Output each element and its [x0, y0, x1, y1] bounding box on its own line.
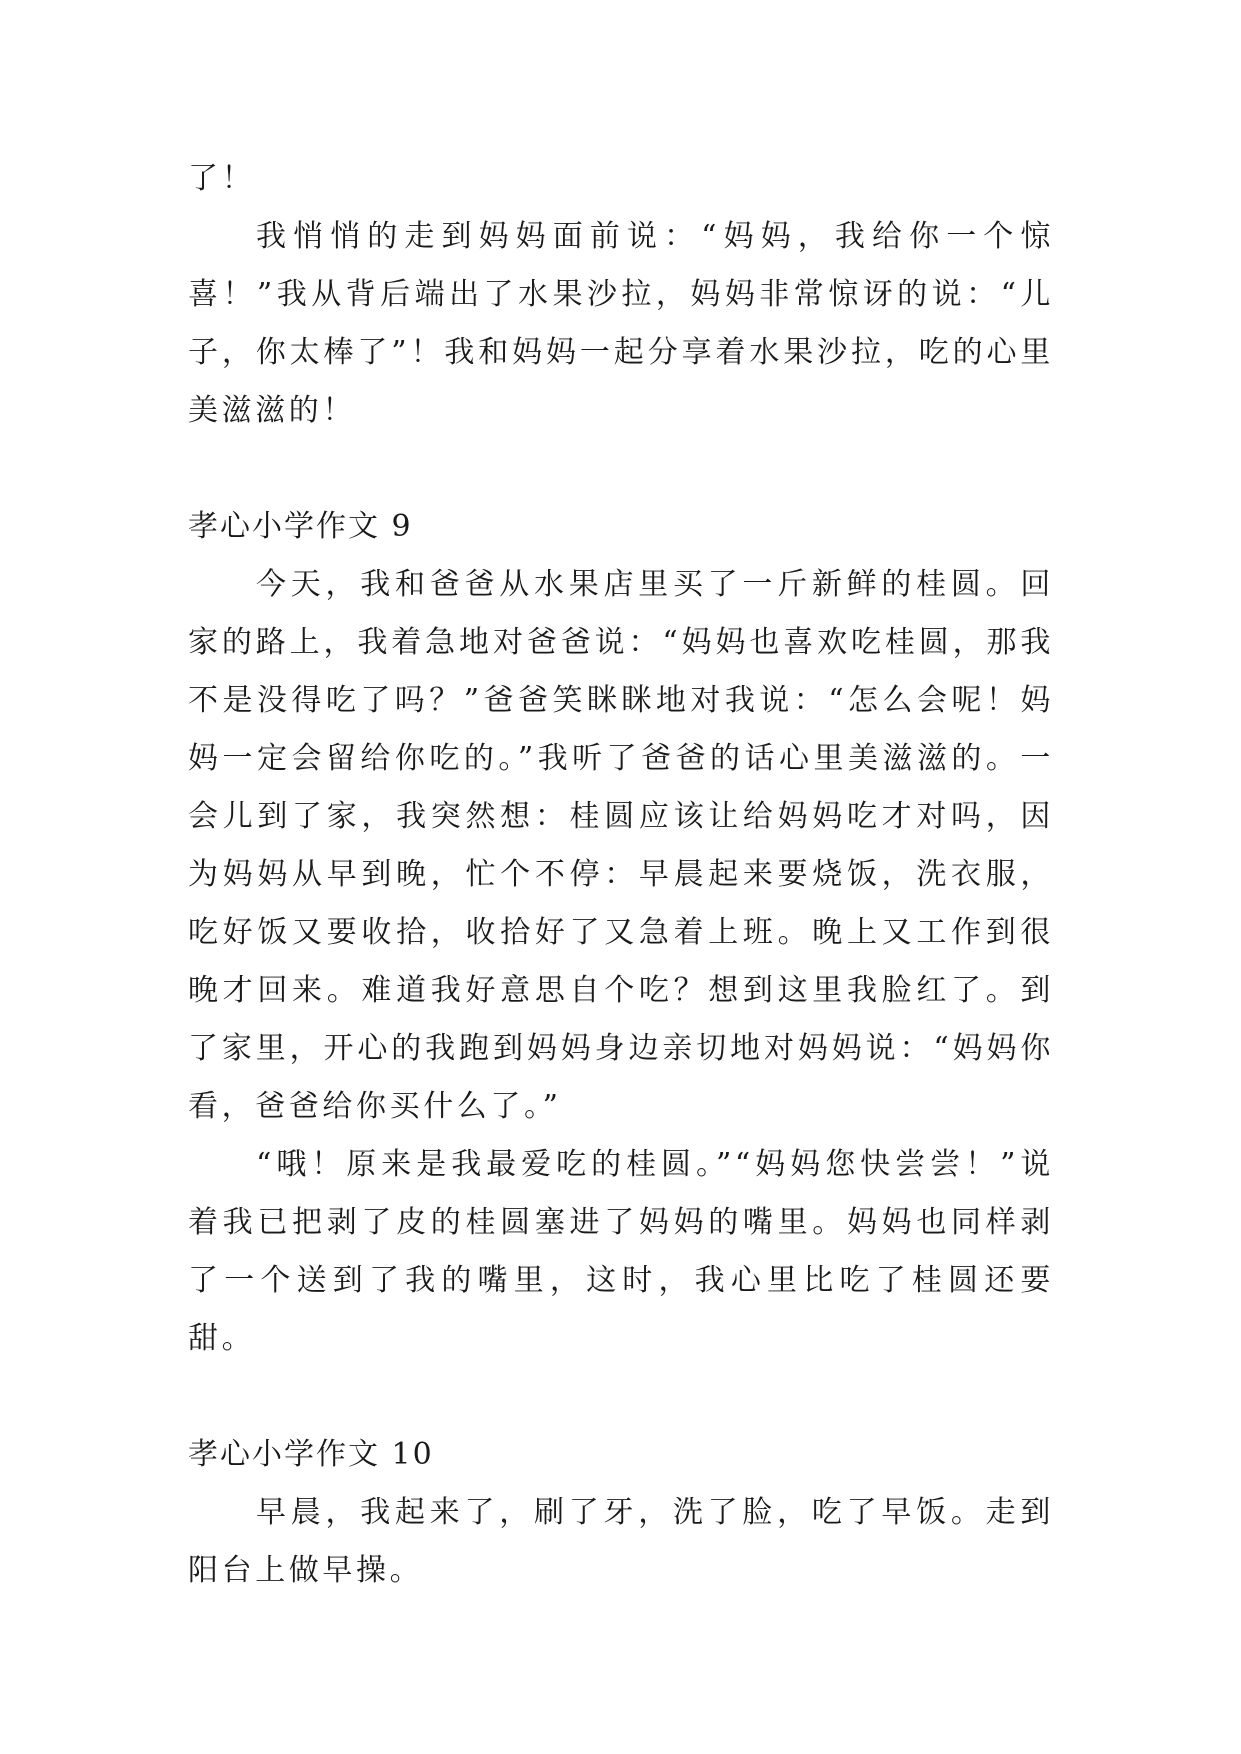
- section-spacer: [188, 440, 1054, 498]
- paragraph-longan-ending: “哦！原来是我最爱吃的桂圆。”“妈妈您快尝尝！”说着我已把剥了皮的桂圆塞进了妈妈的嘴里。妈妈也同样剥了一个送到了我的嘴里，这时，我心里比吃了桂圆还要甜。: [188, 1147, 1054, 1356]
- paragraph-fruit-salad-surprise: 我悄悄的走到妈妈面前说：“妈妈，我给你一个惊喜！”我从背后端出了水果沙拉，妈妈非常惊讶的说：“儿子，你太棒了”！我和妈妈一起分享着水果沙拉，吃的心里美滋滋的！: [188, 219, 1054, 428]
- section-heading-9: 孝心小学作文 9: [188, 509, 413, 544]
- paragraph-longan-story: 今天，我和爸爸从水果店里买了一斤新鲜的桂圆。回家的路上，我着急地对爸爸说：“妈妈也喜欢吃桂圆，那我不是没得吃了吗？”爸爸笑眯眯地对我说：“怎么会呢！妈妈一定会留给你吃的。”我听了爸爸的话心里美滋滋的。一会儿到了家，我突然想：桂圆应该让给妈妈吃才对吗，因为妈妈从早到晚，忙个不停：早晨起来要烧饭，洗衣服，吃好饭又要收拾，收拾好了又急着上班。晚上又工作到很晚才回来。难道我好意思自个吃？想到这里我脸红了。到了家里，开心的我跑到妈妈身边亲切地对妈妈说：“妈妈你看，爸爸给你买什么了。”: [188, 567, 1054, 1124]
- document-body: [188, 150, 1054, 1600]
- paragraph-morning-routine: 早晨，我起来了，刷了牙，洗了脸，吃了早饭。走到阳台上做早操。: [188, 1495, 1054, 1588]
- section-spacer: [188, 1368, 1054, 1426]
- section-heading-10: 孝心小学作文 10: [188, 1437, 434, 1472]
- paragraph-continuation: 了！: [188, 161, 256, 196]
